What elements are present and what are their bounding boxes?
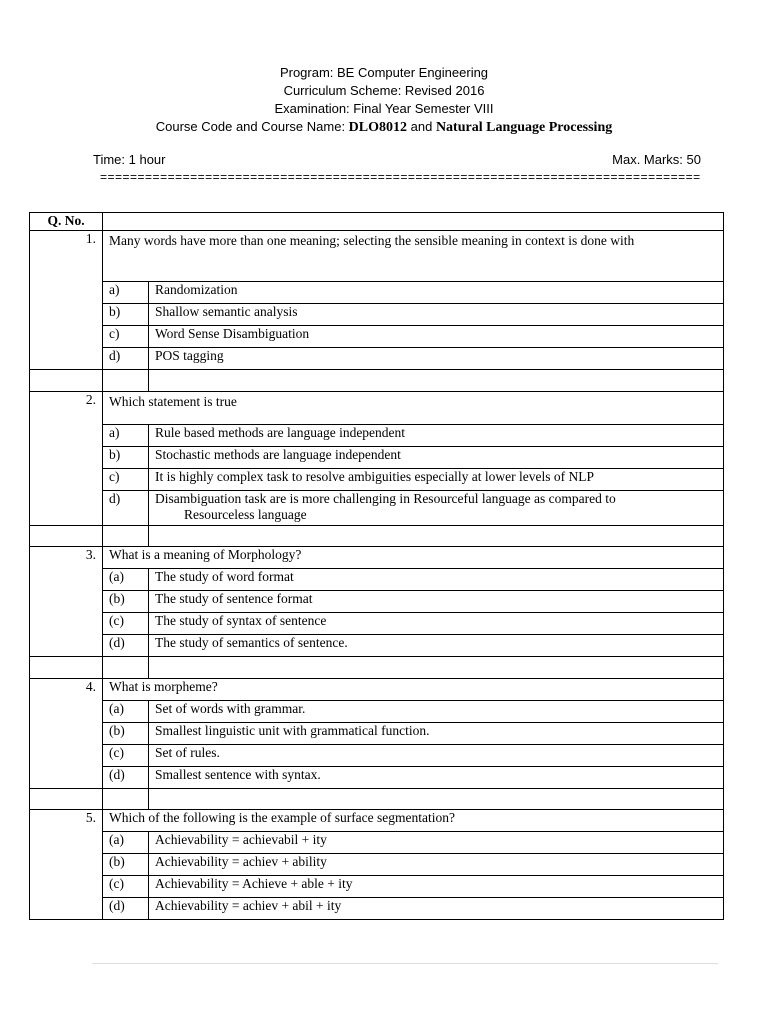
- option-label: c): [103, 326, 149, 348]
- option-row: [30, 876, 724, 898]
- option-row: [30, 326, 724, 348]
- question-number: 2.: [30, 392, 103, 526]
- spacer-cell: [149, 789, 724, 810]
- qno-header: Q. No.: [30, 213, 103, 231]
- option-label: (d): [103, 898, 149, 920]
- option-label: (a): [103, 701, 149, 723]
- spacer-cell: [103, 526, 149, 547]
- option-row: [30, 898, 724, 920]
- program-line: Program: BE Computer Engineering: [279, 65, 489, 80]
- option-text: It is highly complex task to resolve ambiguities especially at lower levels of NLP: [149, 469, 724, 491]
- option-row: [30, 767, 724, 789]
- table-header-row: [30, 213, 724, 231]
- option-text-line: Disambiguation task are is more challenging in Resourceful language as compared to: [155, 491, 616, 506]
- question-row-3: [30, 547, 724, 569]
- option-text: Achievability = achievabil + ity: [149, 832, 724, 854]
- option-label: d): [103, 348, 149, 370]
- option-text-continuation: Resourceless language: [184, 507, 307, 522]
- course-line: [0, 118, 768, 137]
- question-number: 1.: [30, 231, 103, 370]
- option-row: [30, 569, 724, 591]
- option-label: (b): [103, 723, 149, 745]
- spacer-row: [30, 370, 724, 392]
- spacer-cell: [149, 370, 724, 392]
- question-row-2: [30, 392, 724, 425]
- spacer-row: [30, 526, 724, 547]
- option-text: Achievability = Achieve + able + ity: [149, 876, 724, 898]
- question-text: Which of the following is the example of surface segmentation?: [103, 810, 724, 832]
- option-text: Set of words with grammar.: [149, 701, 724, 723]
- option-row: [30, 723, 724, 745]
- option-row: [30, 745, 724, 767]
- question-table: [29, 212, 724, 920]
- option-label: (a): [103, 569, 149, 591]
- option-label: d): [103, 491, 149, 526]
- option-label: (c): [103, 876, 149, 898]
- question-number: 5.: [30, 810, 103, 920]
- examination-line: Examination: Final Year Semester VIII: [274, 101, 494, 116]
- time-label: Time: 1 hour: [93, 152, 166, 167]
- option-text: [149, 491, 724, 526]
- course-prefix: Course Code and Course Name:: [155, 119, 349, 134]
- footer-divider: [92, 963, 718, 964]
- question-text: What is morpheme?: [103, 679, 724, 701]
- header-blank-cell: [103, 213, 724, 231]
- question-number: 4.: [30, 679, 103, 789]
- spacer-cell: [30, 370, 103, 392]
- option-text: Achievability = achiev + ability: [149, 854, 724, 876]
- option-row: [30, 447, 724, 469]
- option-text: Achievability = achiev + abil + ity: [149, 898, 724, 920]
- option-row: [30, 282, 724, 304]
- option-label: (b): [103, 854, 149, 876]
- option-text: Word Sense Disambiguation: [149, 326, 724, 348]
- course-code: DLO8012: [348, 120, 408, 135]
- option-row: [30, 613, 724, 635]
- separator-rule: ================================================================================: [100, 170, 701, 184]
- question-row-1: [30, 231, 724, 282]
- option-label: a): [103, 425, 149, 447]
- spacer-row: [30, 789, 724, 810]
- option-row: [30, 854, 724, 876]
- option-text: Smallest sentence with syntax.: [149, 767, 724, 789]
- option-text: Randomization: [149, 282, 724, 304]
- option-text: The study of semantics of sentence.: [149, 635, 724, 657]
- option-text: Smallest linguistic unit with grammatical function.: [149, 723, 724, 745]
- option-row: [30, 701, 724, 723]
- option-row: [30, 832, 724, 854]
- course-name: Natural Language Processing: [435, 120, 613, 135]
- spacer-row: [30, 657, 724, 679]
- option-label: (b): [103, 591, 149, 613]
- spacer-cell: [30, 789, 103, 810]
- spacer-cell: [103, 370, 149, 392]
- option-label: a): [103, 282, 149, 304]
- question-text: What is a meaning of Morphology?: [103, 547, 724, 569]
- option-label: b): [103, 447, 149, 469]
- question-text: Which statement is true: [103, 392, 724, 425]
- option-text: The study of syntax of sentence: [149, 613, 724, 635]
- spacer-cell: [103, 657, 149, 679]
- exam-header: [0, 64, 768, 137]
- spacer-cell: [30, 657, 103, 679]
- scheme-line: Curriculum Scheme: Revised 2016: [283, 83, 485, 98]
- option-label: (a): [103, 832, 149, 854]
- spacer-cell: [149, 526, 724, 547]
- option-text: Rule based methods are language independent: [149, 425, 724, 447]
- question-text: Many words have more than one meaning; selecting the sensible meaning in context is done with: [103, 231, 724, 282]
- option-row: [30, 348, 724, 370]
- option-text: Stochastic methods are language independent: [149, 447, 724, 469]
- spacer-cell: [149, 657, 724, 679]
- option-text: The study of word format: [149, 569, 724, 591]
- option-text: POS tagging: [149, 348, 724, 370]
- question-number: 3.: [30, 547, 103, 657]
- course-and: and: [407, 119, 436, 134]
- option-text: The study of sentence format: [149, 591, 724, 613]
- spacer-cell: [103, 789, 149, 810]
- option-row: [30, 425, 724, 447]
- option-label: (c): [103, 613, 149, 635]
- spacer-cell: [30, 526, 103, 547]
- question-row-4: [30, 679, 724, 701]
- option-row: [30, 304, 724, 326]
- option-row: [30, 491, 724, 526]
- option-label: c): [103, 469, 149, 491]
- option-label: (d): [103, 767, 149, 789]
- option-label: (d): [103, 635, 149, 657]
- option-text: Shallow semantic analysis: [149, 304, 724, 326]
- option-row: [30, 469, 724, 491]
- option-text: Set of rules.: [149, 745, 724, 767]
- option-label: (c): [103, 745, 149, 767]
- option-row: [30, 591, 724, 613]
- question-row-5: [30, 810, 724, 832]
- max-marks-label: Max. Marks: 50: [612, 152, 701, 167]
- option-row: [30, 635, 724, 657]
- option-label: b): [103, 304, 149, 326]
